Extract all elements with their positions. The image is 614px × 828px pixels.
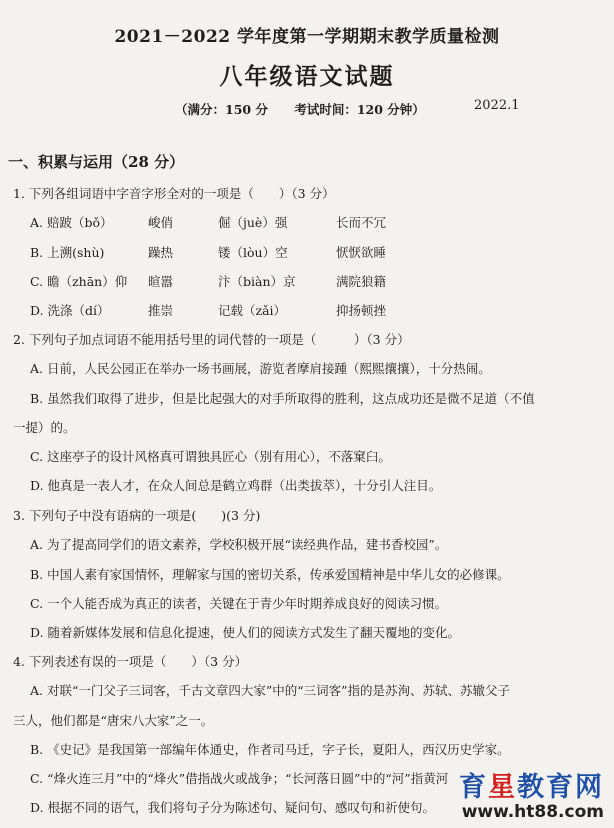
q1-b-word3: 镂（lòu）空 [218, 245, 288, 260]
q3-option-d: D. 随着新媒体发展和信息化提速，使人们的阅读方式发生了翻天覆地的变化。 [30, 625, 461, 640]
q1-b-word2: 躁热 [148, 245, 174, 260]
q1-c-word1: C. 瞻（zhān）仰 [30, 274, 128, 289]
q1-d-word2: 推崇 [148, 303, 174, 318]
q4-option-a-line2: 三人，他们都是“唐宋八大家”之一。 [13, 713, 214, 728]
q1-a-word4: 长而不冗 [336, 215, 387, 230]
q1-a-word2: 峻俏 [148, 215, 174, 230]
q1-c-word3: 汴（biàn）京 [218, 274, 296, 289]
q1-b-word4: 恹恹欲睡 [336, 245, 387, 260]
q4-option-c: C. “烽火连三月”中的“烽火”借指战火或战争；“长河落日圆”中的“河”指黄河 [30, 771, 449, 786]
q3-option-c: C. 一个人能否成为真正的读者，关键在于青少年时期养成良好的阅读习惯。 [30, 596, 448, 611]
exam-meta [175, 100, 447, 118]
q2-option-d: D. 他真是一表人才，在众人间总是鹤立鸡群（出类拔萃），十分引人注目。 [30, 478, 442, 493]
watermark-brand-part1: 育 [459, 772, 488, 803]
exam-subtitle: 八年级语文试题 [219, 63, 395, 90]
watermark-brand [459, 765, 604, 804]
q2-option-a: A. 日前，人民公园正在举办一场书画展，游览者摩肩接踵（熙熙攘攘），十分热闹。 [30, 361, 491, 376]
exam-time: 考试时间：120 分钟） [294, 102, 425, 117]
q1-d-word1: D. 洗涤（dí） [30, 303, 110, 318]
q4-option-b: B. 《史记》是我国第一部编年体通史，作者司马迁，字子长，夏阳人，西汉历史学家。 [30, 742, 510, 757]
full-score: （满分：150 分 [175, 102, 268, 117]
q1-option-c [30, 272, 590, 290]
q4-option-d: D. 根据不同的语气，我们将句子分为陈述句、疑问句、感叹句和祈使句。 [30, 800, 436, 815]
watermark-brand-part3: 教育网 [517, 772, 604, 803]
q4-stem: 4. 下列表述有误的一项是（ ）（3 分） [13, 654, 248, 669]
watermark-url: www.ht88.com [461, 802, 604, 822]
q2-option-c: C. 这座亭子的设计风格真可谓独具匠心（别有用心），不落窠臼。 [30, 449, 391, 464]
site-watermark [459, 765, 604, 822]
q1-option-b [30, 243, 590, 261]
q1-a-word1: A. 赔跛（bǒ） [30, 215, 113, 230]
q3-stem: 3. 下列句子中没有语病的一项是( )(3 分) [13, 508, 261, 523]
q3-option-a: A. 为了提高同学们的语文素养，学校积极开展“读经典作品，建书香校园”。 [30, 537, 448, 552]
q4-option-a-line1: A. 对联“一门父子三词客，千古文章四大家”中的“三词客”指的是苏洵、苏轼、苏辙父子 [30, 683, 511, 698]
q1-option-d [30, 301, 590, 319]
q1-b-word1: B. 上溯(shù) [30, 245, 105, 260]
exam-date: 2022.1 [474, 98, 520, 113]
q1-d-word3: 记载（zǎi） [218, 303, 287, 318]
q1-c-word2: 暄嚣 [148, 274, 174, 289]
q2-option-b-line1: B. 虽然我们取得了进步，但是比起强大的对手所取得的胜利，这点成功还是微不足道（不值 [30, 391, 535, 406]
q1-stem: 1. 下列各组词语中字音字形全对的一项是（ ）（3 分） [13, 186, 335, 201]
q1-a-word3: 倔（juè）强 [218, 215, 288, 230]
q1-option-a [30, 213, 590, 231]
q2-option-b-line2: 一提）的。 [13, 420, 76, 435]
q2-stem: 2. 下列句子加点词语不能用括号里的词代替的一项是（ ）（3 分） [13, 332, 410, 347]
q1-d-word4: 抑扬顿挫 [336, 303, 387, 318]
exam-title: 2021－2022 学年度第一学期期末教学质量检测 [114, 27, 500, 47]
q3-option-b: B. 中国人素有家国情怀，理解家与国的密切关系，传承爱国精神是中华儿女的必修课。 [30, 567, 510, 582]
q1-c-word4: 满院狼籍 [336, 274, 387, 289]
watermark-brand-part2: 星 [488, 772, 517, 803]
section-heading: 一、积累与运用（28 分） [8, 153, 185, 171]
